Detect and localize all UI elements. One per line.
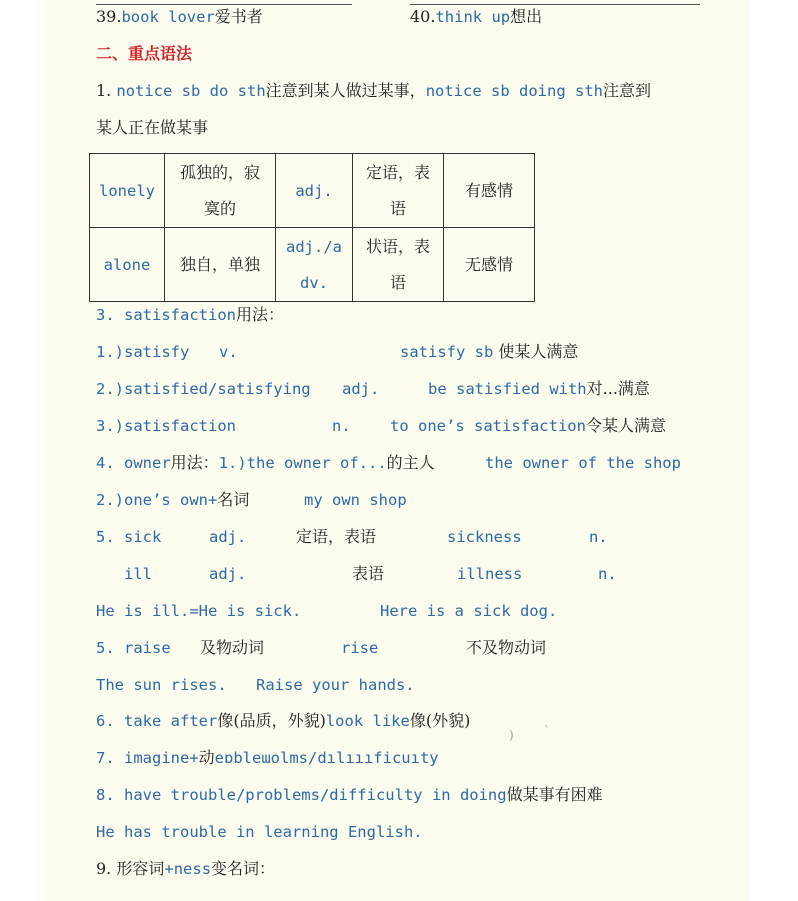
item-8: 8. have trouble/problems/difficulty in doing做某事有困难 (96, 785, 603, 804)
item-4-example: the owner of the shop (485, 454, 681, 472)
item-7: 7. imagine+动eɒbleɯolms/dılıııficuıty (96, 748, 439, 767)
table-row (90, 154, 535, 228)
table-row (90, 228, 535, 302)
item-3-row-2-b: adj. (342, 380, 380, 398)
item-5-ill: ill (124, 565, 152, 583)
item-3-row-1-c: satisfy sb 使某人满意 (400, 342, 579, 361)
stray-mark: ) (509, 728, 514, 742)
item-5-example-a: He is ill.=He is sick. (96, 602, 302, 620)
table-cell-pos: adj. (276, 154, 353, 228)
item-5-example-b: Here is a sick dog. (380, 602, 558, 620)
document-page (44, 0, 750, 901)
item-5-sickness: sickness (447, 528, 522, 546)
item-5b-intransitive: 不及物动词 (466, 638, 547, 657)
item-5-ill-usage: 表语 (352, 564, 385, 583)
item-5-sick-usage: 定语，表语 (296, 527, 377, 546)
table-cell-word: lonely (90, 154, 165, 228)
item-5b-example-a: The sun rises. (96, 676, 227, 694)
item-5b-raise: 5. raise (96, 639, 171, 657)
item-5-ill-pos: adj. (209, 565, 247, 583)
stray-mark: ` (544, 724, 550, 738)
lonely-alone-table (89, 153, 535, 302)
table-cell-pos: adj./a dv. (276, 228, 353, 302)
table-cell-feeling: 有感情 (444, 154, 535, 228)
item-3-row-3-c: to one’s satisfaction令某人满意 (390, 416, 666, 435)
underline-40 (410, 4, 700, 5)
item-9: 9. 形容词+ness变名词： (96, 859, 276, 878)
section-title: 二、重点语法 (96, 44, 193, 63)
item-5-sick-pos: adj. (209, 528, 247, 546)
item-1-line-1: 1. notice sb do sth注意到某人做过某事，notice sb doing sth注意到 (96, 81, 652, 100)
item-3-row-3-a: 3.)satisfaction (96, 417, 236, 435)
table-cell-usage: 状语，表 语 (353, 228, 444, 302)
vocab-40: 40.think up想出 (410, 7, 543, 26)
item-3-row-1-b: v. (219, 343, 238, 361)
item-5b-example-b: Raise your hands. (256, 676, 415, 694)
item-5-illness-pos: n. (598, 565, 617, 583)
item-4-line-2-example: my own shop (304, 491, 407, 509)
item-3-row-2-c: be satisfied with对...满意 (428, 379, 650, 398)
item-4-line-1: 4. owner用法：1.)the owner of...的主人 (96, 453, 435, 472)
item-5b-transitive: 及物动词 (200, 638, 265, 657)
item-3-row-3-b: n. (332, 417, 351, 435)
item-5-sickness-pos: n. (589, 528, 608, 546)
underline-39 (96, 4, 352, 5)
item-5-sick: 5. sick (96, 528, 162, 546)
item-6: 6. take after像(品质，外貌)look like像(外貌) (96, 711, 471, 730)
table-cell-meaning: 孤独的，寂 寞的 (165, 154, 276, 228)
table-cell-feeling: 无感情 (444, 228, 535, 302)
item-4-line-2: 2.)one’s own+名词 (96, 490, 250, 509)
item-3-row-1-a: 1.)satisfy (96, 343, 190, 361)
table-cell-meaning: 独自，单独 (165, 228, 276, 302)
item-3-heading: 3. satisfaction用法： (96, 305, 284, 324)
item-1-line-2: 某人正在做某事 (96, 118, 209, 137)
item-3-row-2-a: 2.)satisfied/satisfying (96, 380, 311, 398)
item-5b-rise: rise (341, 639, 379, 657)
item-5-illness: illness (457, 565, 523, 583)
table-cell-usage: 定语，表 语 (353, 154, 444, 228)
table-cell-word: alone (90, 228, 165, 302)
vocab-39: 39.book lover爱书者 (96, 7, 263, 26)
item-8-example: He has trouble in learning English. (96, 823, 423, 841)
